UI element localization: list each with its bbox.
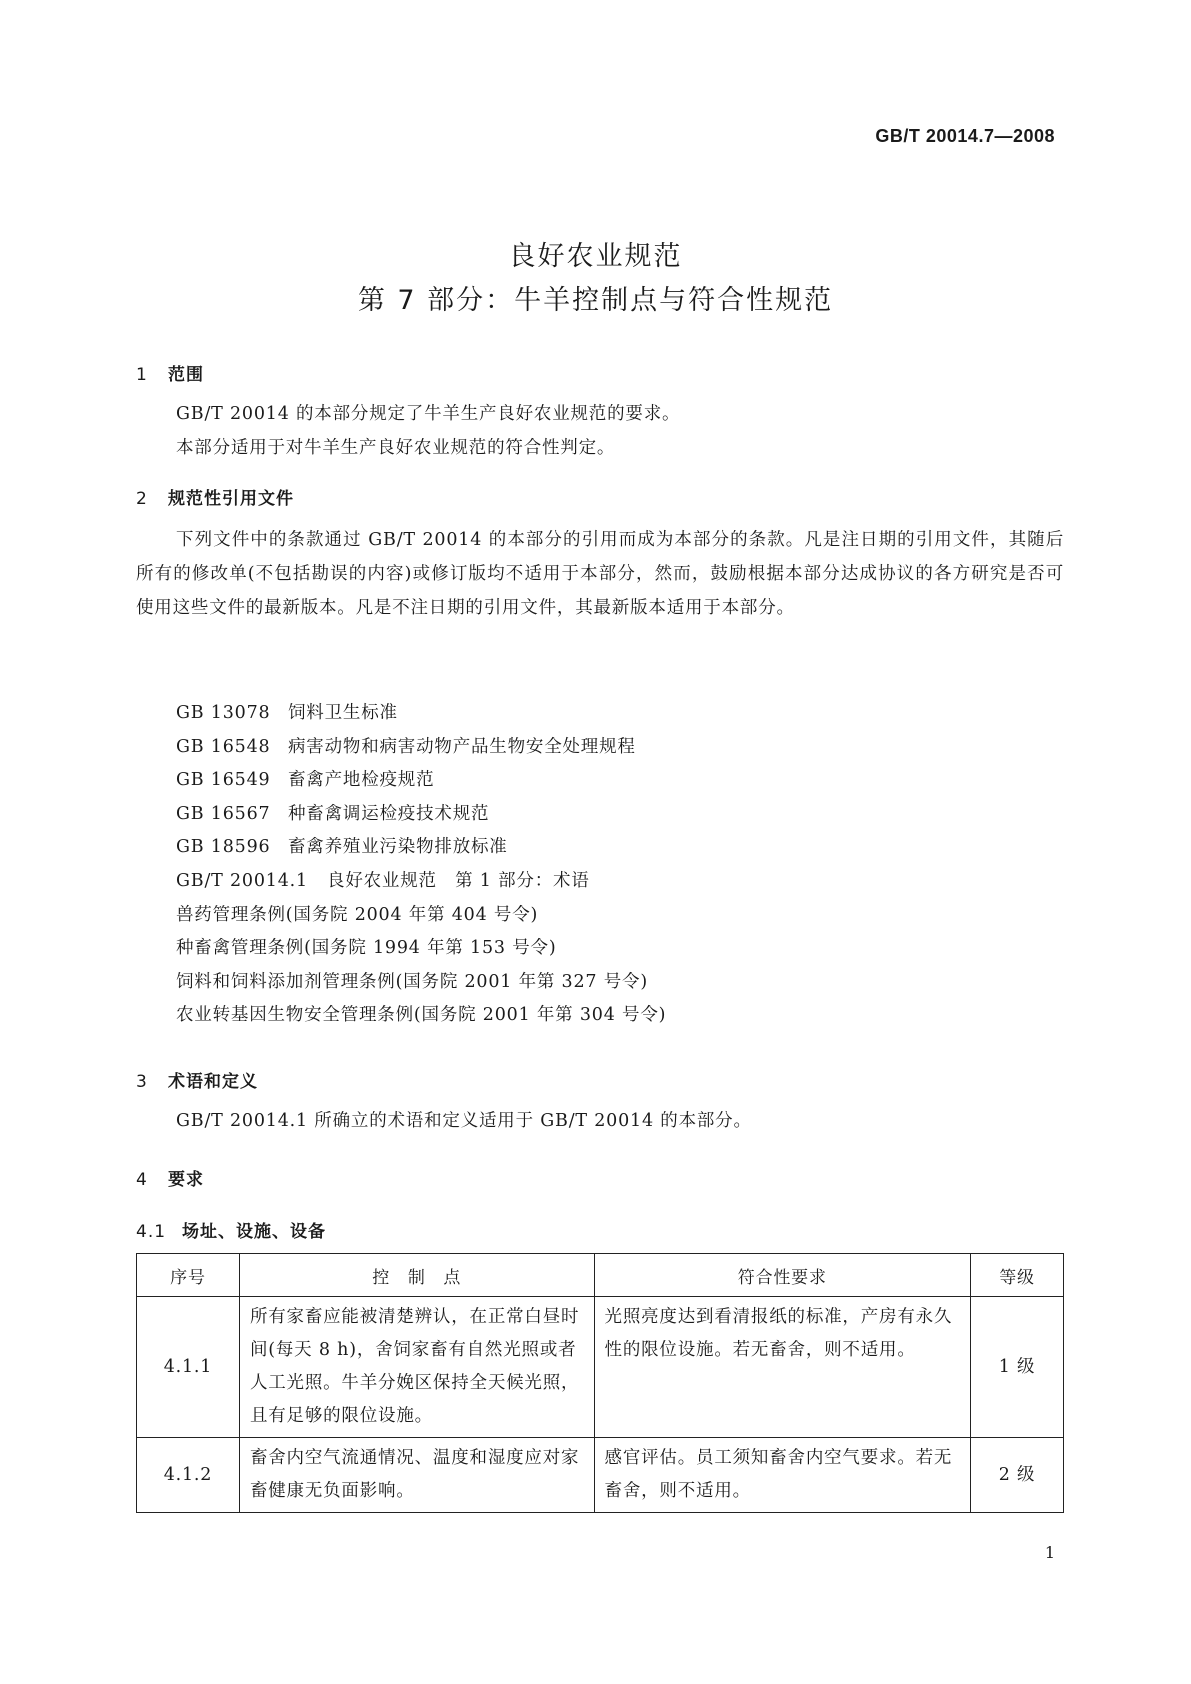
document-title: 良好农业规范: [508, 241, 683, 272]
header-level: 等级: [971, 1254, 1064, 1297]
section-number: 1: [136, 365, 148, 385]
cell-level: 1 级: [971, 1297, 1064, 1438]
header-control-point: 控 制 点: [239, 1254, 594, 1297]
section-body-scope: [136, 397, 1064, 465]
cell-index: 4.1.1: [137, 1297, 240, 1438]
reference-item: [176, 731, 666, 765]
reference-code: GB/T 20014.1: [176, 870, 308, 891]
table-header-row: [137, 1254, 1064, 1297]
cell-requirement: 光照亮度达到看清报纸的标准，产房有永久性的限位设施。若无畜舍，则不适用。: [594, 1297, 971, 1438]
table-row: [137, 1297, 1064, 1438]
reference-code: GB 16548: [176, 736, 271, 757]
section-heading-terms: [136, 1067, 258, 1092]
reference-item: [176, 899, 666, 933]
cell-level: 2 级: [971, 1438, 1064, 1513]
reference-code: GB 13078: [176, 703, 271, 723]
reference-title: 种畜禽管理条例(国务院 1994 年第 153 号令): [176, 938, 557, 959]
reference-title: 畜禽产地检疫规范: [288, 770, 435, 791]
reference-title: 兽药管理条例(国务院 2004 年第 404 号令): [176, 904, 539, 925]
section-body-terms: [136, 1104, 1064, 1138]
section-title: 范围: [168, 365, 204, 385]
section-title: 规范性引用文件: [168, 489, 294, 509]
reference-item: [176, 865, 666, 899]
reference-title: 种畜禽调运检疫技术规范: [288, 803, 490, 824]
reference-item: [176, 999, 666, 1033]
section-number: 4: [136, 1170, 148, 1190]
reference-item: [176, 764, 666, 798]
reference-code: GB 18596: [176, 837, 271, 858]
reference-title: 畜禽养殖业污染物排放标准: [288, 837, 508, 858]
header-requirement: 符合性要求: [594, 1254, 971, 1297]
reference-title: 农业转基因生物安全管理条例(国务院 2001 年第 304 号令): [176, 1005, 667, 1026]
paragraph: GB/T 20014.1 所确立的术语和定义适用于 GB/T 20014 的本部分。: [176, 1111, 752, 1131]
paragraph: GB/T 20014 的本部分规定了牛羊生产良好农业规范的要求。: [176, 404, 681, 424]
cell-control-point: 畜舍内空气流通情况、温度和湿度应对家畜健康无负面影响。: [239, 1438, 594, 1513]
reference-title: 病害动物和病害动物产品生物安全处理规程: [288, 736, 636, 757]
control-point-table: [136, 1253, 1064, 1513]
document-subtitle: 第 7 部分：牛羊控制点与符合性规范: [357, 285, 834, 316]
section-title: 场址、设施、设备: [182, 1222, 326, 1242]
cell-index: 4.1.2: [137, 1438, 240, 1513]
paragraph: 下列文件中的条款通过 GB/T 20014 的本部分的引用而成为本部分的条款。凡是注日期的引用文件，其随后所有的修改单(不包括勘误的内容)或修订版均不适用于本部分，然而，鼓励根据本部分达成协议的各方研究是否可使用这些文件的最新版本。凡是不注日期的引用文件，其最新版本适用于本部分。: [136, 530, 1064, 618]
section-number: 4.1: [136, 1222, 167, 1242]
section-title: 要求: [168, 1170, 204, 1190]
reference-title: 良好农业规范 第 1 部分：术语: [327, 870, 590, 891]
section-title: 术语和定义: [168, 1072, 258, 1092]
reference-list: [176, 697, 666, 1033]
page-number: 1: [1044, 1543, 1055, 1562]
reference-code: GB 16549: [176, 770, 271, 791]
section-heading-normative-references: [136, 484, 294, 509]
section-number: 3: [136, 1072, 148, 1092]
section-heading-scope: [136, 360, 204, 385]
section-number: 2: [136, 489, 148, 509]
reference-item: [176, 966, 666, 1000]
reference-code: GB 16567: [176, 803, 271, 824]
cell-requirement: 感官评估。员工须知畜舍内空气要求。若无畜舍，则不适用。: [594, 1438, 971, 1513]
reference-item: [176, 932, 666, 966]
standard-code: GB/T 20014.7—2008: [875, 126, 1055, 146]
reference-title: 饲料卫生标准: [288, 703, 398, 723]
table-row: [137, 1438, 1064, 1513]
section-body-normative-references: [136, 523, 1064, 625]
reference-item: [176, 831, 666, 865]
section-heading-requirements: [136, 1165, 204, 1190]
reference-title: 饲料和饲料添加剂管理条例(国务院 2001 年第 327 号令): [176, 971, 648, 992]
reference-item: [176, 798, 666, 832]
subsection-heading-site-facilities: [136, 1217, 326, 1242]
reference-item: [176, 697, 666, 731]
header-index: 序号: [137, 1254, 240, 1297]
cell-control-point: 所有家畜应能被清楚辨认，在正常白昼时间(每天 8 h)，舍饲家畜有自然光照或者人工光照。牛羊分娩区保持全天候光照，且有足够的限位设施。: [239, 1297, 594, 1438]
paragraph: 本部分适用于对牛羊生产良好农业规范的符合性判定。: [176, 438, 616, 458]
